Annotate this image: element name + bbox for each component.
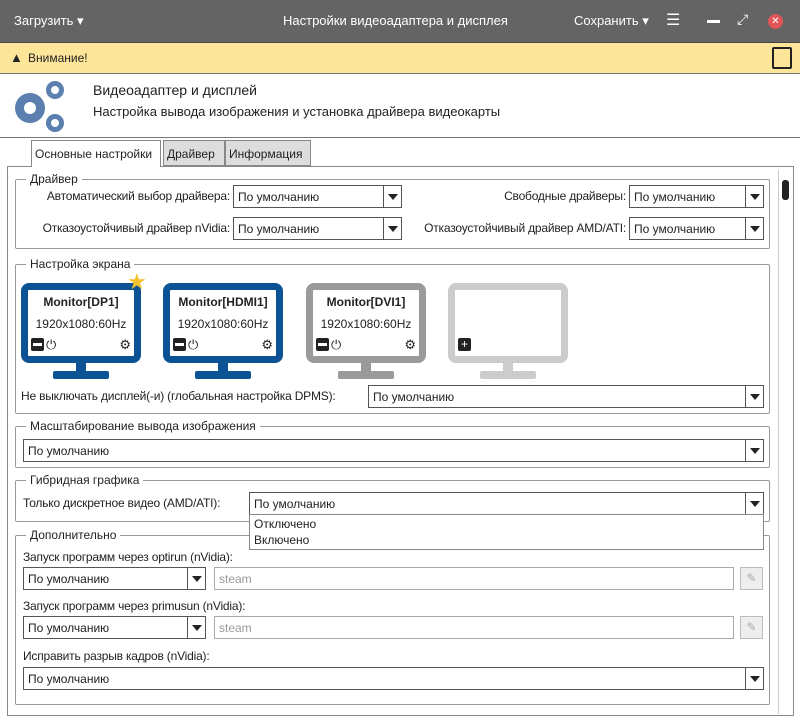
hybrid-value: По умолчанию xyxy=(254,497,336,511)
save-lock-icon[interactable] xyxy=(772,47,792,69)
hybrid-group-label: Гибридная графика xyxy=(26,473,143,487)
header-subtitle: Настройка вывода изображения и установка драйвера видеокарты xyxy=(93,104,501,119)
hamburger-menu-icon[interactable]: ☰ xyxy=(666,12,681,29)
edit-icon[interactable]: ✎ xyxy=(740,567,763,590)
save-menu-button[interactable]: Сохранить ▾ xyxy=(574,13,649,28)
vertical-scrollbar[interactable] xyxy=(778,170,793,714)
nvidia-fallback-select[interactable] xyxy=(233,217,402,240)
monitor-name: Monitor[HDMI1] xyxy=(178,295,268,309)
auto-driver-select[interactable] xyxy=(233,185,402,208)
load-label: Загрузить xyxy=(14,13,74,28)
monitor-screen xyxy=(448,283,568,363)
primary-star-icon: ★ xyxy=(127,269,147,294)
free-drivers-select[interactable] xyxy=(629,185,764,208)
chevron-down-icon xyxy=(745,186,763,207)
monitor-name: Monitor[DP1] xyxy=(43,295,119,309)
nvidia-fallback-value: По умолчанию xyxy=(238,222,320,236)
primusun-label: Запуск программ через primusun (nVidia): xyxy=(23,599,246,613)
amd-fallback-label: Отказоустойчивый драйвер AMD/ATI: xyxy=(424,221,626,235)
nvidia-fallback-label: Отказоустойчивый драйвер nVidia: xyxy=(42,221,230,235)
page-header xyxy=(0,74,800,138)
power-icon[interactable]: ⏻ xyxy=(188,337,199,352)
chevron-down-icon xyxy=(745,493,763,514)
hybrid-label: Только дискретное видео (AMD/ATI): xyxy=(23,496,221,510)
amd-fallback-select[interactable] xyxy=(629,217,764,240)
monitor-base xyxy=(338,371,394,379)
disable-icon[interactable] xyxy=(173,338,186,351)
screen-group-label: Настройка экрана xyxy=(26,257,134,271)
chevron-down-icon xyxy=(745,386,763,407)
free-drivers-label: Свободные драйверы: xyxy=(504,189,626,203)
scaling-value: По умолчанию xyxy=(28,444,110,458)
dropdown-option-on[interactable]: Включено xyxy=(254,533,310,547)
chevron-down-icon xyxy=(187,617,205,638)
monitor-base xyxy=(53,371,109,379)
hybrid-dropdown-list xyxy=(249,514,764,550)
chevron-down-icon xyxy=(745,668,763,689)
monitor-card[interactable] xyxy=(163,283,283,379)
save-label: Сохранить xyxy=(574,13,639,28)
tearing-select[interactable] xyxy=(23,667,764,690)
scaling-group-label: Масштабирование вывода изображения xyxy=(26,419,260,433)
window-title: Настройки видеоадаптера и дисплея xyxy=(283,13,508,28)
warning-bar xyxy=(0,43,800,74)
primusun-select[interactable] xyxy=(23,616,206,639)
chevron-down-icon xyxy=(745,440,763,461)
monitor-base xyxy=(195,371,251,379)
dpms-value: По умолчанию xyxy=(373,390,455,404)
warning-text: Внимание! xyxy=(28,51,88,65)
monitor-resolution: 1920x1080:60Hz xyxy=(35,317,127,331)
optirun-input[interactable]: steam xyxy=(214,567,734,590)
monitor-stand xyxy=(218,363,228,371)
optirun-value: По умолчанию xyxy=(28,572,110,586)
monitor-stand xyxy=(76,363,86,371)
chevron-down-icon xyxy=(383,186,401,207)
dropdown-option-off[interactable]: Отключено xyxy=(254,517,317,531)
monitor-screen xyxy=(306,283,426,363)
free-drivers-value: По умолчанию xyxy=(634,190,716,204)
monitor-card[interactable] xyxy=(306,283,426,379)
disable-icon[interactable] xyxy=(316,338,329,351)
disable-icon[interactable] xyxy=(31,338,44,351)
extra-group-label: Дополнительно xyxy=(26,528,120,542)
dpms-select[interactable] xyxy=(368,385,764,408)
chevron-down-icon xyxy=(383,218,401,239)
driver-group-label: Драйвер xyxy=(26,172,82,186)
maximize-icon[interactable]: ⤢ xyxy=(737,11,749,27)
edit-icon[interactable]: ✎ xyxy=(740,616,763,639)
tab-driver[interactable]: Драйвер xyxy=(163,140,225,166)
monitor-resolution: 1920x1080:60Hz xyxy=(177,317,269,331)
monitor-resolution: 1920x1080:60Hz xyxy=(320,317,412,331)
auto-driver-label: Автоматический выбор драйвера: xyxy=(46,189,230,203)
primusun-value: По умолчанию xyxy=(28,621,110,635)
tearing-value: По умолчанию xyxy=(28,672,110,686)
gear-icon[interactable]: ⚙ xyxy=(261,337,273,352)
dpms-label: Не выключать дисплей(-и) (глобальная настройка DPMS): xyxy=(21,389,336,403)
hybrid-select[interactable] xyxy=(249,492,764,515)
chevron-down-icon xyxy=(745,218,763,239)
optirun-label: Запуск программ через optirun (nVidia): xyxy=(23,550,233,564)
header-title: Видеоадаптер и дисплей xyxy=(93,82,257,98)
close-icon[interactable]: ✕ xyxy=(768,14,783,29)
gear-icon[interactable]: ⚙ xyxy=(404,337,416,352)
add-monitor[interactable] xyxy=(448,283,568,379)
optirun-select[interactable] xyxy=(23,567,206,590)
power-icon[interactable]: ⏻ xyxy=(46,337,57,352)
add-icon[interactable]: + xyxy=(458,338,471,351)
monitor-stand xyxy=(361,363,371,371)
scrollbar-thumb[interactable] xyxy=(782,180,789,200)
gears-icon xyxy=(8,78,76,138)
monitor-screen xyxy=(163,283,283,363)
gear-icon[interactable]: ⚙ xyxy=(119,337,131,352)
chevron-down-icon xyxy=(187,568,205,589)
monitor-name: Monitor[DVI1] xyxy=(326,295,406,309)
monitor-card[interactable] xyxy=(21,269,147,379)
monitor-screen xyxy=(21,283,141,363)
power-icon[interactable]: ⏻ xyxy=(331,337,342,352)
tab-main-settings[interactable]: Основные настройки xyxy=(31,140,161,167)
scaling-select[interactable] xyxy=(23,439,764,462)
auto-driver-value: По умолчанию xyxy=(238,190,320,204)
primusun-input[interactable]: steam xyxy=(214,616,734,639)
amd-fallback-value: По умолчанию xyxy=(634,222,716,236)
tab-information[interactable]: Информация xyxy=(225,140,311,166)
monitor-stand xyxy=(503,363,513,371)
tearing-label: Исправить разрыв кадров (nVidia): xyxy=(23,649,210,663)
load-menu-button[interactable]: Загрузить ▾ xyxy=(14,13,84,28)
warning-icon: ▲ xyxy=(10,50,23,65)
monitor-base xyxy=(480,371,536,379)
title-bar xyxy=(0,0,800,43)
minimize-icon[interactable] xyxy=(707,20,720,23)
